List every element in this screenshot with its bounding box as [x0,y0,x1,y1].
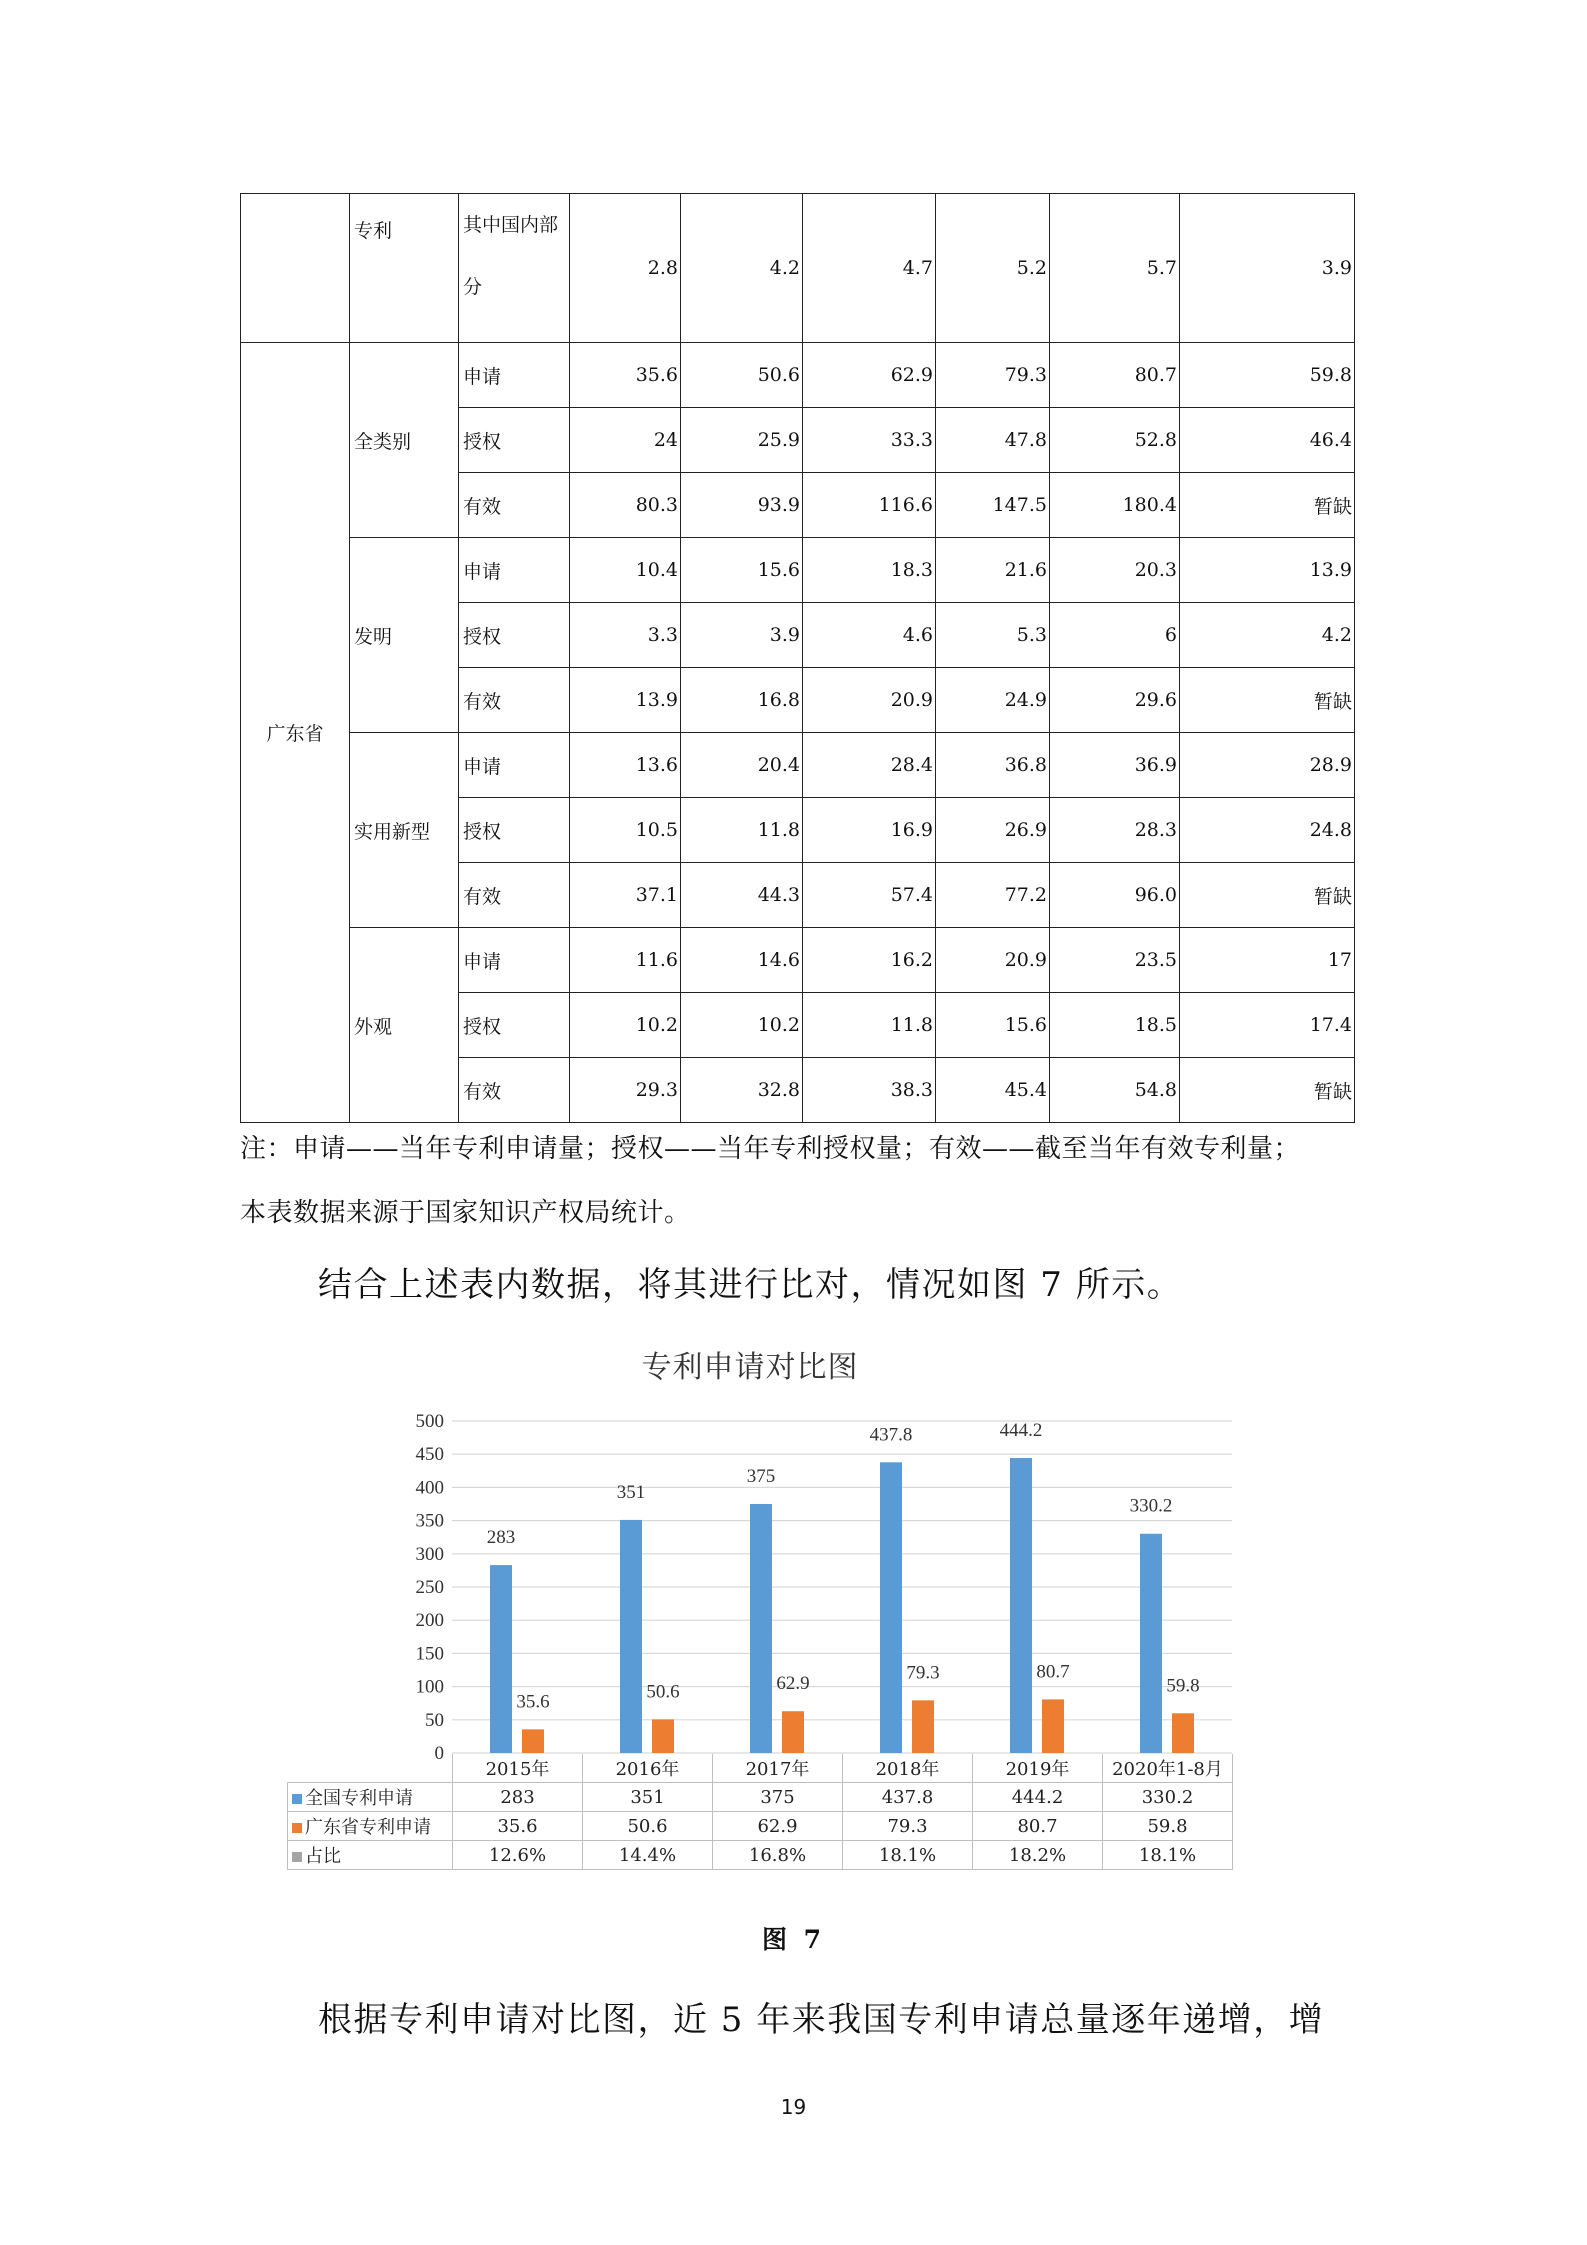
legend-label: 全国专利申请 [305,1788,413,1809]
table-cell-value: 54.8 [1050,1058,1180,1123]
table-cell-type: 申请 [459,343,570,408]
table-cell-value: 79.3 [936,343,1050,408]
table-cell-value: 180.4 [1050,473,1180,538]
table-cell-type: 有效 [459,863,570,928]
table-cell-patent-label: 专利 [350,194,459,343]
table-cell-value: 暂缺 [1180,1058,1355,1123]
data-label: 50.6 [646,1681,680,1703]
table-cell-type: 授权 [459,603,570,668]
table-cell-region: 广东省 [241,343,350,1123]
data-table-cell: 351 [583,1783,713,1812]
table-cell-value: 29.6 [1050,668,1180,733]
legend-entry [288,1812,453,1841]
table-cell-type: 申请 [459,733,570,798]
data-table-cell: 59.8 [1103,1812,1233,1841]
table-cell-value: 116.6 [803,473,936,538]
table-cell-value: 59.8 [1180,343,1355,408]
paragraph-2: 根据专利申请对比图，近 5 年来我国专利申请总量逐年递增，增 [318,2000,1325,2040]
table-cell-value: 16.9 [803,798,936,863]
data-table-cell: 62.9 [713,1812,843,1841]
table-cell-type: 授权 [459,408,570,473]
table-cell-value: 36.9 [1050,733,1180,798]
table-cell-value: 暂缺 [1180,473,1355,538]
table-cell-value: 52.8 [1050,408,1180,473]
table-cell-value: 5.2 [936,194,1050,343]
series-row [288,1783,1233,1812]
table-cell-value: 25.9 [681,408,803,473]
data-table-cell: 79.3 [843,1812,973,1841]
x-tick-label: 2017年 [713,1754,843,1783]
x-tick-label: 2020年1-8月 [1103,1754,1233,1783]
legend-key [292,1852,302,1862]
table-cell-value: 57.4 [803,863,936,928]
table-cell-value: 16.2 [803,928,936,993]
chart-title: 专利申请对比图 [641,1350,859,1385]
table-cell-value: 33.3 [803,408,936,473]
table-cell-value: 50.6 [681,343,803,408]
data-table-cell: 16.8% [713,1841,843,1870]
table-cell-value: 3.3 [570,603,681,668]
table-cell-value: 21.6 [936,538,1050,603]
table-cell-type: 申请 [459,928,570,993]
data-table-cell: 35.6 [453,1812,583,1841]
table-cell-value: 3.9 [1180,194,1355,343]
table-cell-value: 15.6 [681,538,803,603]
bar [1042,1699,1064,1753]
table-cell-value: 47.8 [936,408,1050,473]
table-cell-domestic-text: 其中国内部分 [463,214,559,298]
paragraph-1: 结合上述表内数据，将其进行比对，情况如图 7 所示。 [318,1265,1183,1305]
table-cell-value: 17 [1180,928,1355,993]
x-tick-label: 2018年 [843,1754,973,1783]
table-cell-value: 26.9 [936,798,1050,863]
table-cell-type: 有效 [459,1058,570,1123]
table-cell-value: 5.7 [1050,194,1180,343]
table-cell-value: 24 [570,408,681,473]
data-label: 80.7 [1036,1661,1070,1683]
data-table-cell: 18.1% [1103,1841,1233,1870]
y-tick-label: 350 [415,1510,444,1532]
page-number: 19 [780,2095,807,2119]
table-cell-value: 20.9 [803,668,936,733]
bar [652,1719,674,1753]
table-cell-value: 24.8 [1180,798,1355,863]
data-label: 330.2 [1129,1495,1173,1517]
bar [620,1520,642,1753]
table-cell-value: 4.2 [681,194,803,343]
data-table-cell: 18.1% [843,1841,973,1870]
table-cell-value: 13.9 [570,668,681,733]
table-cell-type: 有效 [459,473,570,538]
y-tick-label: 300 [415,1543,444,1565]
table-cell-value: 10.5 [570,798,681,863]
table-cell-value: 暂缺 [1180,668,1355,733]
table-cell-value: 14.6 [681,928,803,993]
table-cell-value: 23.5 [1050,928,1180,993]
bar [750,1504,772,1753]
table-cell-value: 4.6 [803,603,936,668]
table-cell-value: 28.9 [1180,733,1355,798]
legend-key [292,1794,302,1804]
table-cell-value: 35.6 [570,343,681,408]
table-cell-value: 5.3 [936,603,1050,668]
bar [912,1700,934,1753]
table-cell-value: 10.2 [570,993,681,1058]
legend-label: 占比 [305,1846,341,1867]
chart-data-table [287,1754,1233,1870]
table-cell-value: 62.9 [803,343,936,408]
table-cell-value: 暂缺 [1180,863,1355,928]
table-cell-value: 29.3 [570,1058,681,1123]
series-row [288,1812,1233,1841]
table-cell-value: 10.4 [570,538,681,603]
table-cell-value: 80.7 [1050,343,1180,408]
table-cell-value: 44.3 [681,863,803,928]
bar [522,1729,544,1753]
table-cell-value: 2.8 [570,194,681,343]
data-table-cell: 80.7 [973,1812,1103,1841]
data-label: 351 [616,1481,646,1503]
data-table-cell: 330.2 [1103,1783,1233,1812]
table-cell-category: 实用新型 [350,733,459,928]
figure-caption: 图 7 [761,1925,826,1954]
legend-label: 广东省专利申请 [305,1817,431,1838]
table-note-line1: 注：申请——当年专利申请量；授权——当年专利授权量；有效——截至当年有效专利量； [240,1134,1301,1164]
y-tick-label: 400 [415,1477,444,1499]
table-cell-value: 96.0 [1050,863,1180,928]
table-cell-category: 全类别 [350,343,459,538]
table-cell-value: 38.3 [803,1058,936,1123]
table-cell-type: 授权 [459,798,570,863]
data-label: 79.3 [906,1662,940,1684]
table-cell-value: 13.6 [570,733,681,798]
data-table-cell: 375 [713,1783,843,1812]
y-tick-label: 250 [415,1577,444,1598]
table-cell-value: 20.4 [681,733,803,798]
table-cell-value: 80.3 [570,473,681,538]
table-cell-value: 46.4 [1180,408,1355,473]
table-cell-value: 4.2 [1180,603,1355,668]
data-table-cell: 283 [453,1783,583,1812]
x-tick-label: 2019年 [973,1754,1103,1783]
bar [1140,1534,1162,1753]
data-label: 437.8 [869,1424,913,1446]
y-tick-label: 450 [415,1444,444,1466]
data-label: 35.6 [516,1691,550,1713]
legend-key [292,1823,302,1833]
legend-entry [288,1841,453,1870]
bar [1010,1458,1032,1753]
table-cell-value: 17.4 [1180,993,1355,1058]
table-cell-value: 36.8 [936,733,1050,798]
data-table-cell: 18.2% [973,1841,1103,1870]
data-label: 62.9 [776,1673,810,1695]
y-tick-label: 100 [415,1676,444,1698]
table-cell-value: 18.5 [1050,993,1180,1058]
x-tick-label: 2016年 [583,1754,713,1783]
data-label: 59.8 [1166,1675,1200,1697]
table-cell-value: 18.3 [803,538,936,603]
y-tick-label: 150 [415,1643,444,1665]
data-table-cell: 437.8 [843,1783,973,1812]
table-cell-type: 授权 [459,993,570,1058]
table-cell-value: 37.1 [570,863,681,928]
bar [880,1462,902,1753]
table-cell-value: 77.2 [936,863,1050,928]
category-row [288,1754,1233,1783]
y-tick-label: 50 [425,1709,444,1731]
table-cell-value: 11.8 [681,798,803,863]
table-note-line2: 本表数据来源于国家知识产权局统计。 [240,1198,691,1228]
table-cell-type: 申请 [459,538,570,603]
table-cell-value: 3.9 [681,603,803,668]
table-cell-value: 20.9 [936,928,1050,993]
table-cell-value: 147.5 [936,473,1050,538]
table-cell-category: 外观 [350,928,459,1123]
table-cell-value: 11.8 [803,993,936,1058]
bar [490,1565,512,1753]
table-cell-value: 16.8 [681,668,803,733]
y-tick-label: 200 [415,1610,444,1632]
table-cell-value: 20.3 [1050,538,1180,603]
table-cell-value: 24.9 [936,668,1050,733]
table-cell-value: 4.7 [803,194,936,343]
data-table-cell: 444.2 [973,1783,1103,1812]
data-table-cell: 14.4% [583,1841,713,1870]
data-label: 283 [486,1527,516,1549]
table-cell-value: 93.9 [681,473,803,538]
table-cell-value: 28.3 [1050,798,1180,863]
table-cell-category: 发明 [350,538,459,733]
y-tick-label: 500 [415,1411,444,1432]
series-row [288,1841,1233,1870]
y-tick-label: 0 [434,1743,444,1764]
table-cell-value: 45.4 [936,1058,1050,1123]
x-tick-label: 2015年 [453,1754,583,1783]
blank-cell [288,1754,453,1783]
data-label: 375 [746,1466,776,1487]
bar [1172,1713,1194,1753]
table-cell-value: 15.6 [936,993,1050,1058]
table-cell-type: 有效 [459,668,570,733]
table-cell-value: 28.4 [803,733,936,798]
data-label: 444.2 [999,1420,1043,1442]
table-cell-value: 32.8 [681,1058,803,1123]
data-table-cell: 12.6% [453,1841,583,1870]
data-table-cell: 50.6 [583,1812,713,1841]
table-cell-value: 11.6 [570,928,681,993]
table-cell-value: 6 [1050,603,1180,668]
table-cell-value: 10.2 [681,993,803,1058]
legend-entry [288,1783,453,1812]
bar [782,1711,804,1753]
table-cell-value: 13.9 [1180,538,1355,603]
